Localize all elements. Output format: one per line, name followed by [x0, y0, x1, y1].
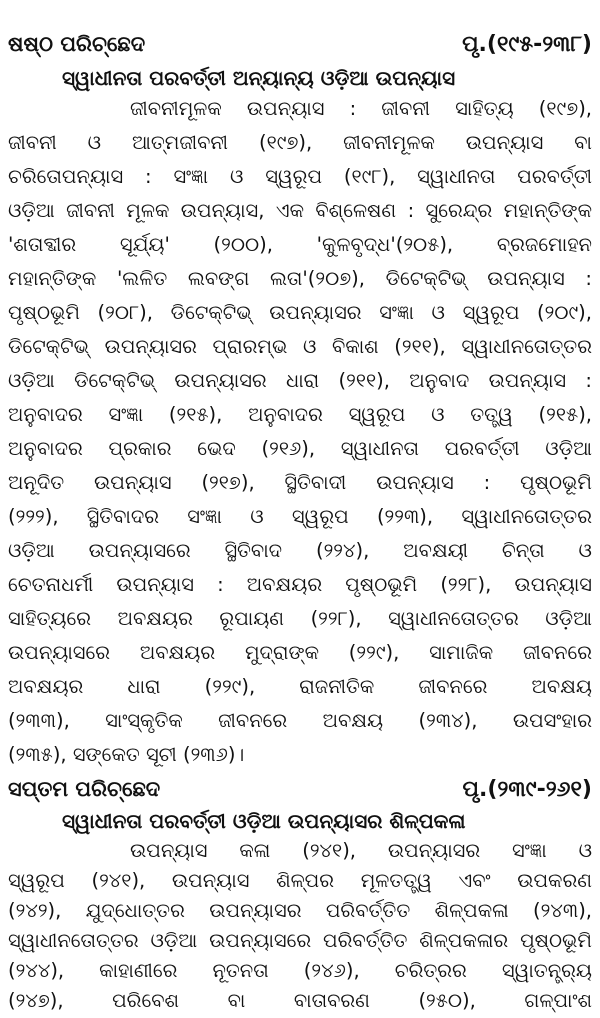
- chapter-6-line: ଅନୁବାଦର ପ୍ରକାର ଭେଦ (୨୧୬), ସ୍ୱାଧୀନତା ପରବର୍ତ୍ତୀ ଓଡ଼ିଆ: [8, 437, 592, 460]
- chapter-7-header: [8, 773, 592, 805]
- chapter-6-line: ଓଡ଼ିଆ ଜୀବନୀ ମୂଳକ ଉପନ୍ୟାସ, ଏକ ବିଶ୍ଳେଷଣ : ସୁରେନ୍ଦ୍ର ମହାନ୍ତିଙ୍କ: [8, 199, 592, 222]
- chapter-6-header: [8, 28, 592, 60]
- chapter-6-title: ସ୍ୱାଧୀନତା ପରବର୍ତ୍ତୀ ଅନ୍ୟାନ୍ୟ ଓଡ଼ିଆ ଉପନ୍ୟାସ: [62, 66, 456, 90]
- chapter-6-line: ଅନୁବାଦର ସଂଜ୍ଞା (୨୧୫), ଅନୁବାଦର ସ୍ୱରୂପ ଓ ତତ୍ତ୍ୱ (୨୧୫),: [8, 403, 592, 426]
- chapter-6-line: (୨୨୨), ସ୍ଥିତିବାଦର ସଂଜ୍ଞା ଓ ସ୍ୱରୂପ (୨୨୩), ସ୍ୱାଧୀନତୋତ୍ତର: [8, 505, 592, 528]
- chapter-6-line: ଉପନ୍ୟାସରେ ଅବକ୍ଷୟର ମୁଦ୍ରାଙ୍କ (୨୨୯), ସାମାଜିକ ଜୀବନରେ: [8, 641, 592, 664]
- chapter-6-line: ଓଡ଼ିଆ ଉପନ୍ୟାସରେ ସ୍ଥିତିବାଦ (୨୨୪), ଅବକ୍ଷୟୀ ଚିନ୍ତା ଓ: [8, 539, 592, 562]
- chapter-6-line: ଚେତନାଧର୍ମୀ ଉପନ୍ୟାସ : ଅବକ୍ଷୟର ପୃଷ୍ଠଭୂମି (୨୨୮), ଉପନ୍ୟାସ: [8, 573, 592, 596]
- chapter-7-page-range: ପୃ.(୨୩୯-୨୬୧): [462, 776, 592, 802]
- chapter-6-line: ଅନୂଦିତ ଉପନ୍ୟାସ (୨୧୭), ସ୍ଥିତିବାଦୀ ଉପନ୍ୟାସ : ପୃଷ୍ଠଭୂମି: [8, 471, 592, 494]
- chapter-6-line: ସାହିତ୍ୟରେ ଅବକ୍ଷୟର ରୂପାୟଣ (୨୨୮), ସ୍ୱାଧୀନତୋତ୍ତର ଓଡ଼ିଆ: [8, 607, 592, 630]
- chapter-6-line: ଜୀବନୀମୂଳକ ଉପନ୍ୟାସ : ଜୀବନୀ ସାହିତ୍ୟ (୧୯୭),: [130, 97, 592, 120]
- chapter-6-line: 'ଶତାବ୍ଦୀର ସୂର୍ଯ୍ୟ' (୨୦୦), 'କୁଳବୃଦ୍ଧ'(୨୦୫), ବ୍ରଜମୋହନ: [8, 233, 592, 256]
- chapter-6-line: ମହାନ୍ତିଙ୍କ 'ଲଳିତ ଲବଙ୍ଗ ଲତା'(୨୦୭), ଡିଟେକ୍ଟିଭ୍ ଉପନ୍ୟାସ :: [8, 267, 592, 290]
- chapter-7-line: (୨୪୭), ପରିବେଶ ବା ବାତାବରଣ (୨୫୦), ଗଳ୍ପାଂଶ: [8, 989, 592, 1012]
- chapter-7-line: ସ୍ୱରୂପ (୨୪୧), ଉପନ୍ୟାସ ଶିଳ୍ପର ମୂଳତତ୍ତ୍ୱ ଏବଂ ଉପକରଣ: [8, 869, 592, 892]
- chapter-6-line: ଡିଟେକ୍ଟିଭ୍ ଉପନ୍ୟାସର ପ୍ରାରମ୍ଭ ଓ ବିକାଶ (୨୧୧), ସ୍ୱାଧୀନତୋତ୍ତର: [8, 335, 592, 358]
- chapter-7-title: ସ୍ୱାଧୀନତା ପରବର୍ତ୍ତୀ ଓଡ଼ିଆ ଉପନ୍ୟାସର ଶିଳ୍ପକଳା: [62, 809, 466, 833]
- chapter-6-line: ଓଡ଼ିଆ ଡିଟେକ୍ଟିଭ୍ ଉପନ୍ୟାସର ଧାରା (୨୧୧), ଅନୁବାଦ ଉପନ୍ୟାସ :: [8, 369, 592, 392]
- chapter-6-line: (୨୩୫), ସଙ୍କେତ ସୂଚୀ (୨୩୬)।: [8, 743, 245, 766]
- chapter-7-heading: ସପ୍ତମ ପରିଚ୍ଛେଦ: [8, 776, 161, 801]
- chapter-6-line: ଚରିତୋପନ୍ୟାସ : ସଂଜ୍ଞା ଓ ସ୍ୱରୂପ (୧୯୮), ସ୍ୱାଧୀନତା ପରବର୍ତ୍ତୀ: [8, 165, 592, 188]
- chapter-7-line: (୨୪୪), କାହାଣୀରେ ନୂତନତା (୨୪୬), ଚରିତ୍ରର ସ୍ୱାତନ୍ତ୍ର୍ୟ: [8, 959, 592, 982]
- chapter-7-line: ଉପନ୍ୟାସ କଳା (୨୪୧), ଉପନ୍ୟାସର ସଂଜ୍ଞା ଓ: [130, 839, 592, 862]
- chapter-6-line: (୨୩୩), ସାଂସ୍କୃତିକ ଜୀବନରେ ଅବକ୍ଷୟ (୨୩୪), ଉପସଂହାର: [8, 709, 592, 732]
- chapter-7-line: (୨୪୨), ଯୁଦ୍ଧୋତ୍ତର ଉପନ୍ୟାସର ପରିବର୍ତ୍ତିତ ଶିଳ୍ପକଳା (୨୪୩),: [8, 899, 592, 922]
- chapter-6-heading: ଷଷ୍ଠ ପରିଚ୍ଛେଦ: [8, 31, 146, 56]
- chapter-7-line: ସ୍ୱାଧୀନତୋତ୍ତର ଓଡ଼ିଆ ଉପନ୍ୟାସରେ ପରିବର୍ତ୍ତିତ ଶିଳ୍ପକଳାର ପୃଷ୍ଠଭୂମି: [8, 929, 592, 952]
- chapter-6-line: ଜୀବନୀ ଓ ଆତ୍ମଜୀବନୀ (୧୯୭), ଜୀବନୀମୂଳକ ଉପନ୍ୟାସ ବା: [8, 131, 592, 154]
- chapter-6-line: ଅବକ୍ଷୟର ଧାରା (୨୨୯), ରାଜନୀତିକ ଜୀବନରେ ଅବକ୍ଷୟ: [8, 675, 592, 698]
- chapter-6-line: ପୃଷ୍ଠଭୂମି (୨୦୮), ଡିଟେକ୍ଟିଭ୍ ଉପନ୍ୟାସର ସଂଜ୍ଞା ଓ ସ୍ୱରୂପ (୨୦୯),: [8, 301, 592, 324]
- chapter-6-page-range: ପୃ.(୧୯୫-୨୩୮): [462, 31, 592, 57]
